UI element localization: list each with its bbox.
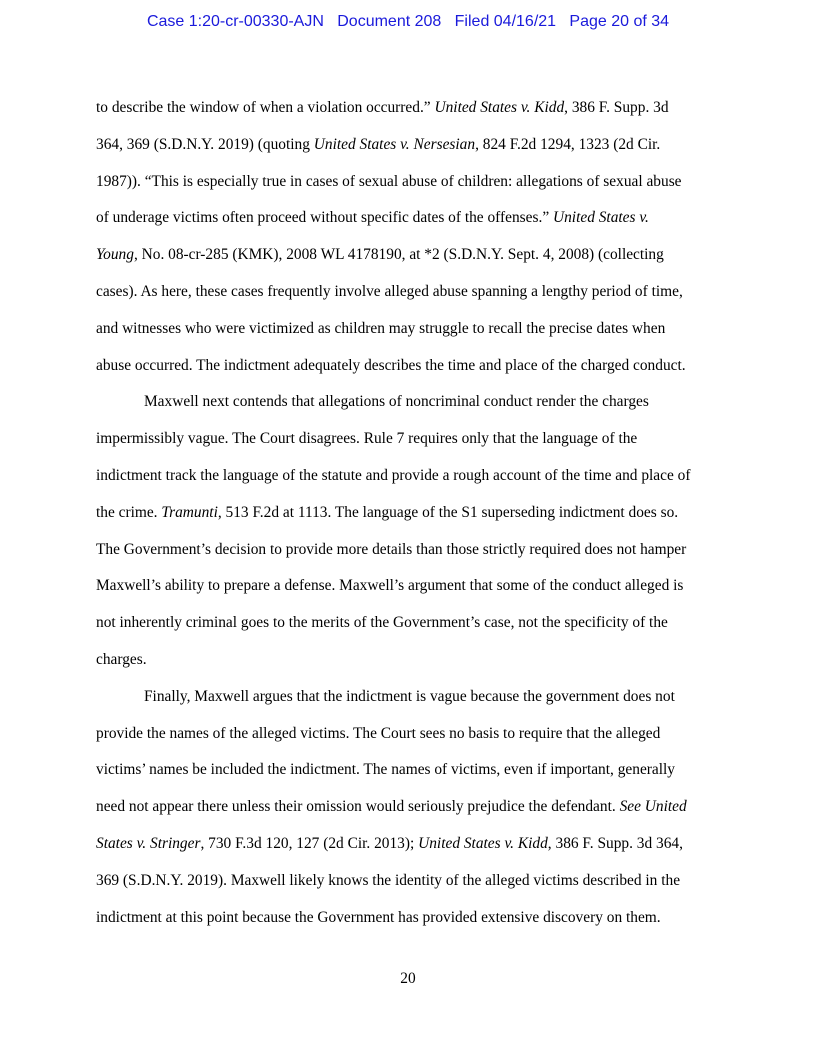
text-run: , 730 F.3d 120, 127 (2d Cir. 2013); <box>200 834 419 852</box>
text-line <box>96 384 720 421</box>
citation-italic: United States v. Kidd <box>434 99 565 116</box>
citation-italic: United States v. <box>553 209 649 227</box>
text-line <box>96 568 720 605</box>
text-run: 1987)). “This is especially true in cases of sexual abuse of children: allegations of sexual abuse <box>96 172 682 190</box>
text-run: , 824 F.2d 1294, 1323 (2d Cir. <box>475 135 661 153</box>
text-run: not inherently criminal goes to the merits of the Government’s case, not the specificity of the <box>96 614 668 632</box>
text-line <box>96 642 720 679</box>
text-line <box>96 421 720 458</box>
text-run: impermissibly vague. The Court disagrees. Rule 7 requires only that the language of the <box>96 430 638 448</box>
citation-italic: United States v. Nersesian <box>313 135 476 153</box>
text-run: Maxwell’s ability to prepare a defense. Maxwell’s argument that some of the conduct alleged is <box>96 577 684 595</box>
document-number: Document 208 <box>337 13 442 30</box>
text-line <box>96 311 720 348</box>
text-run: of underage victims often proceed without specific dates of the offenses.” <box>96 209 553 227</box>
page-indicator: Page 20 of 34 <box>569 13 670 30</box>
citation-italic: Young <box>96 246 134 264</box>
text-run: , No. 08-cr-285 (KMK), 2008 WL 4178190, at *2 (S.D.N.Y. Sept. 4, 2008) (collecting <box>133 246 664 264</box>
text-run: , 386 F. Supp. 3d 364, <box>547 834 683 852</box>
text-line <box>96 863 720 900</box>
text-line <box>96 127 720 164</box>
citation-italic: States v. Stringer <box>96 834 201 852</box>
text-line <box>96 900 720 937</box>
citation-italic: Tramunti <box>161 503 218 521</box>
text-line <box>96 348 720 385</box>
text-run: need not appear there unless their omission would seriously prejudice the defendant. <box>96 798 620 816</box>
text-line <box>96 789 720 826</box>
text-run: 364, 369 (S.D.N.Y. 2019) (quoting <box>96 135 314 153</box>
filed-date: Filed 04/16/21 <box>454 13 557 30</box>
case-number: Case 1:20-cr-00330-AJN <box>146 13 324 30</box>
text-line <box>96 826 720 863</box>
document-body <box>96 90 720 936</box>
text-line <box>96 752 720 789</box>
text-line <box>96 679 720 716</box>
text-run: indictment at this point because the Government has provided extensive discovery on them. <box>96 908 661 926</box>
text-line <box>96 495 720 532</box>
text-run: 369 (S.D.N.Y. 2019). Maxwell likely knows the identity of the alleged victims described in the <box>96 871 681 889</box>
text-run: provide the names of the alleged victims. The Court sees no basis to require that the alleged <box>96 724 661 742</box>
text-run: cases). As here, these cases frequently involve alleged abuse spanning a lengthy period of time, <box>96 282 683 300</box>
text-run: to describe the window of when a violation occurred.” <box>96 99 435 116</box>
text-run: indictment track the language of the statute and provide a rough account of the time and place of <box>96 466 691 484</box>
text-line <box>96 274 720 311</box>
text-line <box>96 716 720 753</box>
text-line <box>96 164 720 201</box>
text-run: The Government’s decision to provide more details than those strictly required does not hamper <box>96 540 687 558</box>
citation-italic: See United <box>619 798 687 816</box>
text-run: , 386 F. Supp. 3d <box>564 99 669 116</box>
citation-italic: United States v. Kidd <box>418 834 548 852</box>
text-run: , 513 F.2d at 1113. The language of the S1 superseding indictment does so. <box>217 503 679 521</box>
text-line <box>96 237 720 274</box>
text-run: Maxwell next contends that allegations of noncriminal conduct render the charges <box>144 393 649 411</box>
text-line <box>96 90 720 127</box>
text-line <box>96 200 720 237</box>
text-line <box>96 458 720 495</box>
text-run: and witnesses who were victimized as children may struggle to recall the precise dates when <box>96 319 666 337</box>
text-run: charges. <box>96 650 147 668</box>
court-filing-header <box>0 13 816 31</box>
text-run: the crime. <box>96 503 162 521</box>
text-line <box>96 605 720 642</box>
text-run: victims’ names be included the indictment. The names of victims, even if important, generally <box>96 761 675 779</box>
text-run: Finally, Maxwell argues that the indictment is vague because the government does not <box>144 687 675 705</box>
page-number: 20 <box>400 970 416 987</box>
text-line <box>96 532 720 569</box>
text-run: abuse occurred. The indictment adequately describes the time and place of the charged conduct. <box>96 356 686 374</box>
